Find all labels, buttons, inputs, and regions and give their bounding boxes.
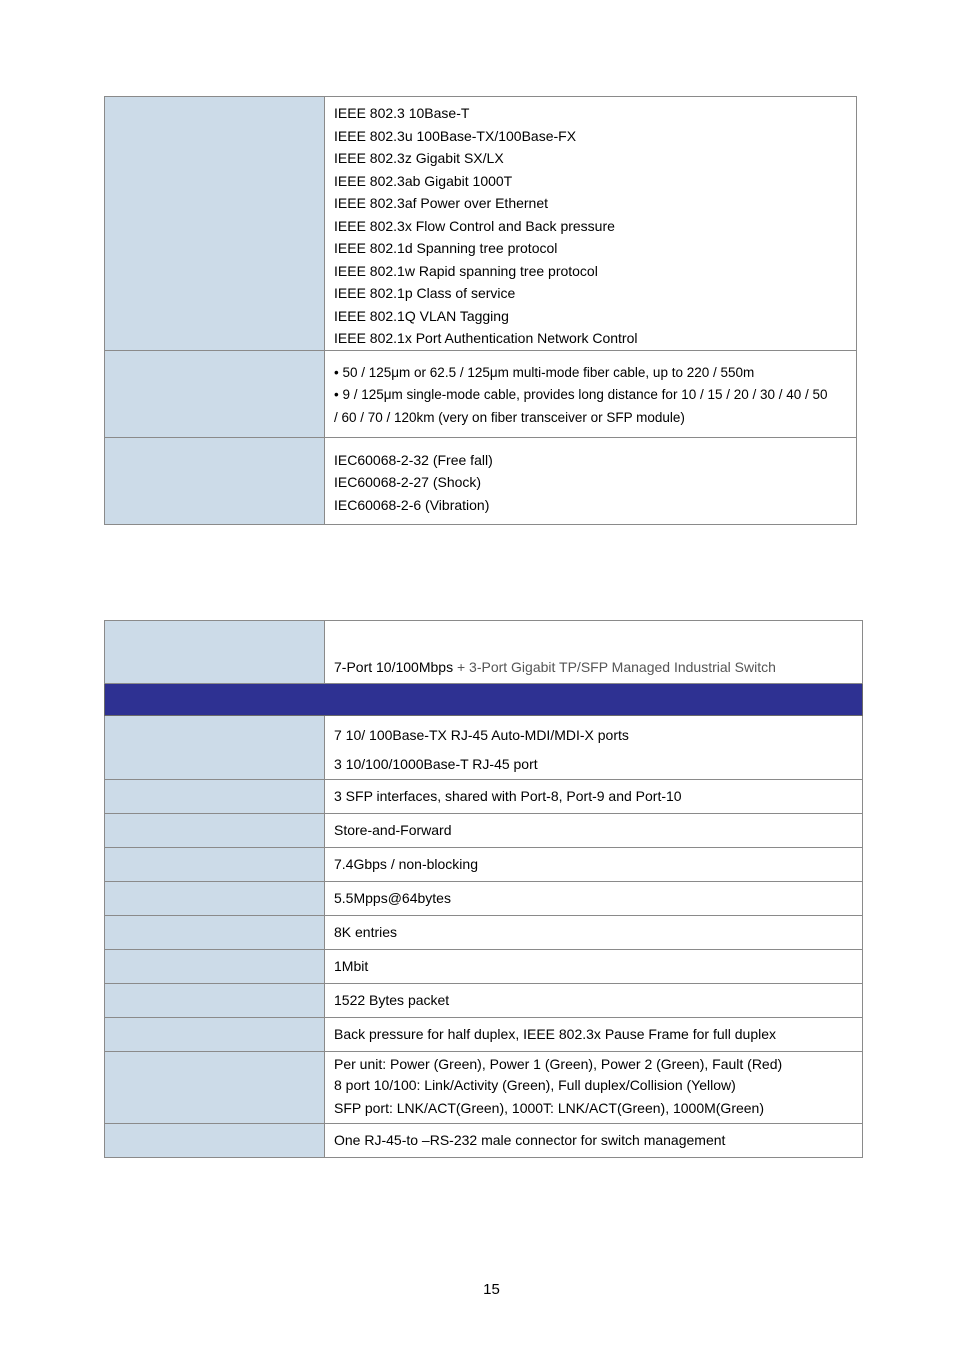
- row-label-cell: [105, 437, 325, 524]
- value-line: IEEE 802.1d Spanning tree protocol: [334, 240, 558, 256]
- model-name-part2: + 3-Port Gigabit TP/SFP Managed Industrial Switch: [453, 658, 776, 675]
- value-line: IEEE 802.3z Gigabit SX/LX: [334, 150, 504, 166]
- row-label-cell: [105, 97, 325, 351]
- model-cell: [325, 621, 863, 684]
- value-line: IEEE 802.3ab Gigabit 1000T: [334, 172, 513, 189]
- table-row: [105, 916, 863, 950]
- row-value-cell: [325, 916, 863, 950]
- row-value-cell: [325, 780, 863, 814]
- table-row: [105, 814, 863, 848]
- table-row: [105, 350, 857, 437]
- table-row: [105, 437, 857, 524]
- value-line: IEEE 802.3x Flow Control and Back pressure: [334, 217, 615, 234]
- value-line: IEEE 802.3u 100Base-TX/100Base-FX: [334, 127, 577, 144]
- value-line: 8 port 10/100: Link/Activity (Green), Full duplex/Collision (Yellow): [334, 1077, 736, 1093]
- value-line: 8K entries: [334, 924, 398, 940]
- value-line: 7 10/ 100Base-TX RJ-45 Auto-MDI/MDI-X ports: [334, 727, 629, 743]
- row-label-cell: [105, 916, 325, 950]
- value-line: Store-and-Forward: [334, 822, 452, 838]
- row-label-cell: [105, 780, 325, 814]
- value-line: 1522 Bytes packet: [334, 992, 450, 1008]
- row-label-cell: [105, 350, 325, 437]
- row-label-cell: [105, 1018, 325, 1052]
- row-label-cell: [105, 814, 325, 848]
- value-line: One RJ-45-to –RS-232 male connector for switch management: [334, 1132, 726, 1148]
- model-name: [334, 656, 862, 679]
- value-line: IEEE 802.1w Rapid spanning tree protocol: [334, 262, 598, 279]
- value-line: IEEE 802.1Q VLAN Tagging: [334, 307, 509, 324]
- row-label-cell: [105, 716, 325, 780]
- table-row: [105, 780, 863, 814]
- value-line: IEC60068-2-32 (Free fall): [334, 451, 493, 468]
- value-line: IEC60068-2-6 (Vibration): [334, 496, 490, 513]
- section-header-bar: [105, 684, 863, 716]
- row-value-cell: [325, 1018, 863, 1052]
- row-value-cell: [325, 848, 863, 882]
- row-value-cell: [325, 350, 857, 437]
- row-label-cell: [105, 1124, 325, 1158]
- value-line: 1Mbit: [334, 958, 369, 974]
- page-number: 15: [483, 1281, 500, 1298]
- row-value-cell: [325, 1124, 863, 1158]
- table-row: [105, 984, 863, 1018]
- row-value-cell: [325, 97, 857, 351]
- model-row: [105, 621, 863, 684]
- table-row: [105, 882, 863, 916]
- value-line: • 50 / 125μm or 62.5 / 125μm multi-mode fiber cable, up to 220 / 550m: [334, 364, 755, 380]
- table-row: [105, 97, 857, 351]
- row-value-cell: [325, 950, 863, 984]
- value-line: IEC60068-2-27 (Shock): [334, 474, 482, 490]
- value-line: / 60 / 70 / 120km (very on fiber transceiver or SFP module): [334, 409, 685, 425]
- table-row: [105, 1124, 863, 1158]
- row-value-cell: [325, 1052, 863, 1124]
- section-header-cell: [105, 684, 863, 716]
- value-line: Back pressure for half duplex, IEEE 802.3x Pause Frame for full duplex: [334, 1026, 777, 1042]
- row-label-cell: [105, 950, 325, 984]
- row-value-cell: [325, 716, 863, 780]
- value-line: SFP port: LNK/ACT(Green), 1000T: LNK/ACT(Green), 1000M(Green): [334, 1100, 765, 1116]
- table-row: [105, 716, 863, 780]
- hardware-spec-table: [104, 620, 863, 1158]
- row-value-cell: [325, 437, 857, 524]
- value-line: 5.5Mpps@64bytes: [334, 890, 451, 906]
- row-value-cell: [325, 882, 863, 916]
- model-name-part1: 7-Port 10/100Mbps: [334, 658, 454, 675]
- table-row: [105, 1052, 863, 1124]
- table-row: [105, 950, 863, 984]
- table-row: [105, 848, 863, 882]
- value-line: IEEE 802.1x Port Authentication Network Control: [334, 330, 638, 346]
- value-line: • 9 / 125μm single-mode cable, provides long distance for 10 / 15 / 20 / 30 / 40 / 50: [334, 387, 828, 402]
- row-value-cell: [325, 984, 863, 1018]
- row-value-cell: [325, 814, 863, 848]
- value-line: IEEE 802.1p Class of service: [334, 285, 516, 301]
- value-line: 3 SFP interfaces, shared with Port-8, Port-9 and Port-10: [334, 788, 682, 804]
- value-line: Per unit: Power (Green), Power 1 (Green), Power 2 (Green), Fault (Red): [334, 1056, 783, 1072]
- value-line: IEEE 802.3af Power over Ethernet: [334, 195, 549, 211]
- row-label-cell: [105, 621, 325, 684]
- value-line: 7.4Gbps / non-blocking: [334, 856, 478, 872]
- row-label-cell: [105, 984, 325, 1018]
- value-line: IEEE 802.3 10Base-T: [334, 105, 470, 121]
- row-label-cell: [105, 848, 325, 882]
- row-label-cell: [105, 882, 325, 916]
- row-label-cell: [105, 1052, 325, 1124]
- standards-table: [104, 96, 857, 525]
- table-row: [105, 1018, 863, 1052]
- value-line: 3 10/100/1000Base-T RJ-45 port: [334, 756, 538, 772]
